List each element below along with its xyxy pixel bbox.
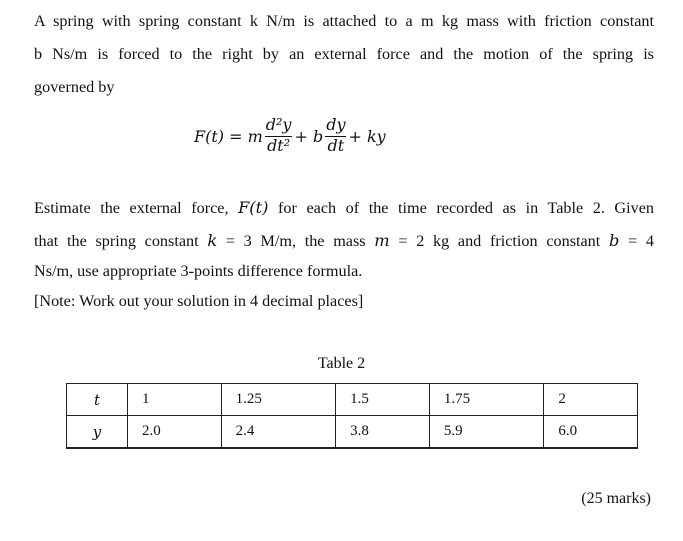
table-caption: Table 2 <box>317 355 366 372</box>
task-line-2 <box>34 231 654 251</box>
task-text: that the spring constant <box>34 232 208 250</box>
equation-plus-b: + b <box>294 126 324 146</box>
task-line-3: Ns/m, use appropriate 3-points difference formula. <box>34 262 363 280</box>
problem-line-2: b Ns/m is forced to the right by an external force and the motion of the spring is <box>34 45 654 63</box>
fraction-denominator: dt <box>327 136 345 155</box>
governing-equation <box>194 110 386 162</box>
row-label-y: y <box>67 416 128 449</box>
fraction-denominator: dt² <box>267 136 291 155</box>
m-symbol: m <box>374 231 390 250</box>
data-table <box>66 383 638 449</box>
table-row-t <box>67 384 638 416</box>
b-symbol: b <box>608 231 620 250</box>
problem-line-1: A spring with spring constant k N/m is attached to a m kg mass with friction constant <box>34 12 654 30</box>
table-cell: 3.8 <box>336 416 430 449</box>
force-symbol: F(t) <box>238 198 269 217</box>
table-cell: 6.0 <box>544 416 638 449</box>
task-text: = 3 M/m, the mass <box>217 232 375 250</box>
k-symbol: k <box>207 231 218 250</box>
equation-tail: + ky <box>348 126 386 146</box>
table-cell: 5.9 <box>429 416 543 449</box>
table-cell: 1.25 <box>221 384 335 416</box>
table-cell: 1 <box>128 384 222 416</box>
task-text: = 4 <box>619 232 655 250</box>
first-derivative-fraction <box>325 117 346 155</box>
fraction-numerator: dy <box>325 117 346 137</box>
marks-label: (25 marks) <box>581 490 651 507</box>
table-row-y <box>67 416 638 449</box>
task-text: for each of the time recorded as in Table 2. Given <box>268 199 654 217</box>
fraction-numerator: d²y <box>265 117 293 137</box>
second-derivative-fraction <box>265 117 293 155</box>
task-line-1 <box>34 198 654 218</box>
problem-line-3: governed by <box>34 78 115 96</box>
task-text: Estimate the external force, <box>34 199 239 217</box>
note-line: [Note: Work out your solution in 4 decimal places] <box>34 292 364 310</box>
equation-lhs: F(t) = m <box>194 126 263 146</box>
table-cell: 2.4 <box>221 416 335 449</box>
task-text: = 2 kg and friction constant <box>389 232 609 250</box>
table-cell: 1.75 <box>429 384 543 416</box>
table-cell: 2 <box>544 384 638 416</box>
table-cell: 1.5 <box>336 384 430 416</box>
table-cell: 2.0 <box>128 416 222 449</box>
row-label-t: t <box>67 384 128 416</box>
